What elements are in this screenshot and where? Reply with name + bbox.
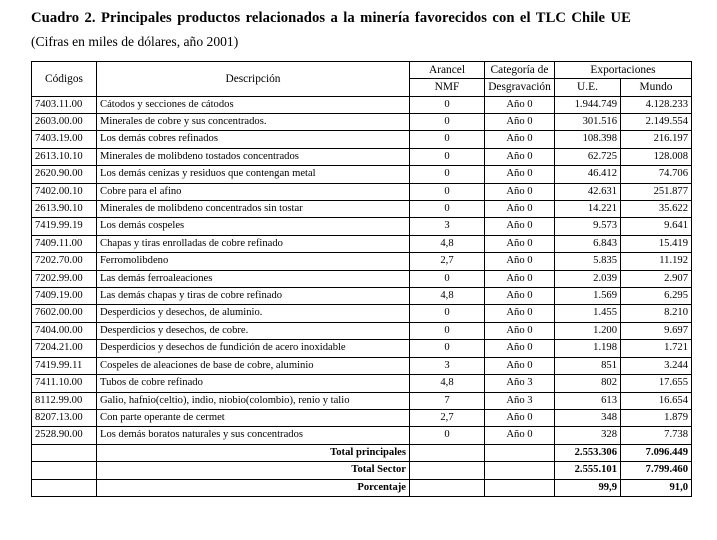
cell-categoria: Año 0 — [485, 114, 555, 131]
cell-arancel: 0 — [410, 131, 485, 148]
cell-categoria: Año 0 — [485, 288, 555, 305]
cell-arancel: 0 — [410, 166, 485, 183]
cell-codigo: 7602.00.00 — [32, 305, 97, 322]
table-row — [32, 148, 692, 165]
cell-descripcion: Los demás boratos naturales y sus concentrados — [97, 427, 410, 444]
cell-ue: 46.412 — [555, 166, 621, 183]
cell-descripcion: Cospeles de aleaciones de base de cobre, aluminio — [97, 357, 410, 374]
cell-ue: 1.198 — [555, 340, 621, 357]
cell-categoria: Año 0 — [485, 253, 555, 270]
column-header-categoria-line2: Desgravación — [485, 79, 555, 96]
cell-categoria: Año 0 — [485, 201, 555, 218]
cell-descripcion: Cobre para el afino — [97, 183, 410, 200]
cell-mundo: 2.907 — [621, 270, 692, 287]
cell-arancel: 2,7 — [410, 409, 485, 426]
cell-descripcion: Tubos de cobre refinado — [97, 375, 410, 392]
cell-ue: 6.843 — [555, 235, 621, 252]
cell-codigo: 7204.21.00 — [32, 340, 97, 357]
cell-categoria: Año 0 — [485, 340, 555, 357]
cell-descripcion: Ferromolibdeno — [97, 253, 410, 270]
cell-arancel: 2,7 — [410, 253, 485, 270]
cell-categoria: Año 0 — [485, 166, 555, 183]
cell-arancel: 4,8 — [410, 375, 485, 392]
summary-mundo: 91,0 — [621, 479, 692, 496]
cell-arancel: 0 — [410, 148, 485, 165]
cell-ue: 9.573 — [555, 218, 621, 235]
column-header-codigos: Códigos — [32, 61, 97, 96]
summary-row — [32, 479, 692, 496]
table-body — [32, 96, 692, 496]
cell-ue: 1.200 — [555, 322, 621, 339]
cell-descripcion: Desperdicios y desechos de fundición de acero inoxidable — [97, 340, 410, 357]
cell-categoria: Año 0 — [485, 235, 555, 252]
cell-descripcion: Minerales de cobre y sus concentrados. — [97, 114, 410, 131]
summary-codigo-spacer — [32, 479, 97, 496]
cell-ue: 14.221 — [555, 201, 621, 218]
table-row — [32, 253, 692, 270]
summary-codigo-spacer — [32, 462, 97, 479]
table-row — [32, 340, 692, 357]
table-row — [32, 409, 692, 426]
summary-ue: 99,9 — [555, 479, 621, 496]
cell-descripcion: Desperdicios y desechos, de cobre. — [97, 322, 410, 339]
column-header-mundo: Mundo — [621, 79, 692, 96]
cell-codigo: 7411.10.00 — [32, 375, 97, 392]
cell-codigo: 2613.90.10 — [32, 201, 97, 218]
cell-arancel: 0 — [410, 201, 485, 218]
cell-codigo: 2620.90.00 — [32, 166, 97, 183]
cell-ue: 62.725 — [555, 148, 621, 165]
column-header-descripcion: Descripción — [97, 61, 410, 96]
cell-descripcion: Cátodos y secciones de cátodos — [97, 96, 410, 113]
cell-mundo: 15.419 — [621, 235, 692, 252]
cell-categoria: Año 0 — [485, 183, 555, 200]
summary-categoria — [485, 444, 555, 461]
cell-arancel: 3 — [410, 218, 485, 235]
table-row — [32, 131, 692, 148]
column-header-arancel-line2: NMF — [410, 79, 485, 96]
summary-arancel — [410, 462, 485, 479]
cell-codigo: 7402.00.10 — [32, 183, 97, 200]
cell-descripcion: Las demás ferroaleaciones — [97, 270, 410, 287]
summary-mundo: 7.096.449 — [621, 444, 692, 461]
table-row — [32, 183, 692, 200]
cell-ue: 328 — [555, 427, 621, 444]
cell-descripcion: Los demás cobres refinados — [97, 131, 410, 148]
cell-arancel: 0 — [410, 183, 485, 200]
cell-arancel: 0 — [410, 305, 485, 322]
cell-arancel: 7 — [410, 392, 485, 409]
cell-codigo: 7409.19.00 — [32, 288, 97, 305]
cell-codigo: 7202.70.00 — [32, 253, 97, 270]
cell-mundo: 1.879 — [621, 409, 692, 426]
cell-arancel: 3 — [410, 357, 485, 374]
cell-codigo: 2613.10.10 — [32, 148, 97, 165]
summary-arancel — [410, 479, 485, 496]
summary-categoria — [485, 462, 555, 479]
title-block — [31, 8, 691, 51]
table-row — [32, 427, 692, 444]
column-header-arancel-line1: Arancel — [410, 61, 485, 78]
column-header-ue: U.E. — [555, 79, 621, 96]
table-row — [32, 357, 692, 374]
cell-categoria: Año 3 — [485, 392, 555, 409]
cell-ue: 42.631 — [555, 183, 621, 200]
cell-mundo: 3.244 — [621, 357, 692, 374]
cell-codigo: 7202.99.00 — [32, 270, 97, 287]
cell-arancel: 0 — [410, 340, 485, 357]
cell-mundo: 4.128.233 — [621, 96, 692, 113]
cell-mundo: 8.210 — [621, 305, 692, 322]
table-row — [32, 305, 692, 322]
table-row — [32, 288, 692, 305]
cell-arancel: 0 — [410, 322, 485, 339]
summary-codigo-spacer — [32, 444, 97, 461]
cell-categoria: Año 0 — [485, 131, 555, 148]
products-table — [31, 61, 692, 497]
cell-mundo: 2.149.554 — [621, 114, 692, 131]
cell-ue: 5.835 — [555, 253, 621, 270]
cell-codigo: 2528.90.00 — [32, 427, 97, 444]
cell-ue: 348 — [555, 409, 621, 426]
cell-codigo: 7419.99.11 — [32, 357, 97, 374]
cell-mundo: 35.622 — [621, 201, 692, 218]
cell-ue: 108.398 — [555, 131, 621, 148]
table-row — [32, 201, 692, 218]
summary-ue: 2.555.101 — [555, 462, 621, 479]
cell-descripcion: Minerales de molibdeno tostados concentrados — [97, 148, 410, 165]
cell-ue: 851 — [555, 357, 621, 374]
summary-label: Total Sector — [97, 462, 410, 479]
cell-descripcion: Minerales de molibdeno concentrados sin tostar — [97, 201, 410, 218]
cell-mundo: 216.197 — [621, 131, 692, 148]
cell-ue: 802 — [555, 375, 621, 392]
table-row — [32, 270, 692, 287]
cell-codigo: 7403.19.00 — [32, 131, 97, 148]
cell-descripcion: Los demás cenizas y residuos que contengan metal — [97, 166, 410, 183]
cell-categoria: Año 0 — [485, 218, 555, 235]
cell-ue: 1.455 — [555, 305, 621, 322]
cell-ue: 1.944.749 — [555, 96, 621, 113]
cell-codigo: 8207.13.00 — [32, 409, 97, 426]
cell-categoria: Año 0 — [485, 409, 555, 426]
table-row — [32, 375, 692, 392]
summary-row — [32, 444, 692, 461]
cell-categoria: Año 0 — [485, 322, 555, 339]
cell-codigo: 2603.00.00 — [32, 114, 97, 131]
cell-categoria: Año 0 — [485, 357, 555, 374]
page-title: Cuadro 2. Principales productos relacionados a la minería favorecidos con el TLC Chile UE — [31, 10, 631, 26]
page-subtitle: (Cifras en miles de dólares, año 2001) — [31, 34, 239, 50]
cell-codigo: 7409.11.00 — [32, 235, 97, 252]
cell-arancel: 4,8 — [410, 235, 485, 252]
summary-label: Porcentaje — [97, 479, 410, 496]
summary-row — [32, 462, 692, 479]
cell-mundo: 251.877 — [621, 183, 692, 200]
column-header-exportaciones: Exportaciones — [555, 61, 692, 78]
table-row — [32, 114, 692, 131]
summary-arancel — [410, 444, 485, 461]
cell-mundo: 9.641 — [621, 218, 692, 235]
cell-mundo: 1.721 — [621, 340, 692, 357]
cell-ue: 1.569 — [555, 288, 621, 305]
cell-mundo: 17.655 — [621, 375, 692, 392]
cell-codigo: 8112.99.00 — [32, 392, 97, 409]
cell-mundo: 7.738 — [621, 427, 692, 444]
summary-label: Total principales — [97, 444, 410, 461]
column-header-categoria-line1: Categoría de — [485, 61, 555, 78]
cell-categoria: Año 0 — [485, 270, 555, 287]
table-row — [32, 166, 692, 183]
cell-descripcion: Con parte operante de cermet — [97, 409, 410, 426]
cell-mundo: 9.697 — [621, 322, 692, 339]
cell-descripcion: Los demás cospeles — [97, 218, 410, 235]
cell-arancel: 0 — [410, 114, 485, 131]
cell-descripcion: Chapas y tiras enrolladas de cobre refinado — [97, 235, 410, 252]
table-row — [32, 235, 692, 252]
table-row — [32, 322, 692, 339]
cell-codigo: 7403.11.00 — [32, 96, 97, 113]
cell-categoria: Año 0 — [485, 427, 555, 444]
cell-categoria: Año 0 — [485, 96, 555, 113]
cell-ue: 301.516 — [555, 114, 621, 131]
cell-mundo: 128.008 — [621, 148, 692, 165]
cell-categoria: Año 0 — [485, 305, 555, 322]
table-row — [32, 96, 692, 113]
cell-ue: 2.039 — [555, 270, 621, 287]
cell-descripcion: Las demás chapas y tiras de cobre refinado — [97, 288, 410, 305]
cell-mundo: 16.654 — [621, 392, 692, 409]
header-row-1 — [32, 61, 692, 78]
cell-categoria: Año 0 — [485, 148, 555, 165]
summary-categoria — [485, 479, 555, 496]
cell-codigo: 7419.99.19 — [32, 218, 97, 235]
cell-mundo: 6.295 — [621, 288, 692, 305]
cell-ue: 613 — [555, 392, 621, 409]
cell-descripcion: Desperdicios y desechos, de aluminio. — [97, 305, 410, 322]
cell-arancel: 4,8 — [410, 288, 485, 305]
cell-arancel: 0 — [410, 96, 485, 113]
cell-categoria: Año 3 — [485, 375, 555, 392]
cell-mundo: 74.706 — [621, 166, 692, 183]
summary-ue: 2.553.306 — [555, 444, 621, 461]
table-row — [32, 392, 692, 409]
table-row — [32, 218, 692, 235]
cell-mundo: 11.192 — [621, 253, 692, 270]
table-header — [32, 61, 692, 96]
cell-arancel: 0 — [410, 427, 485, 444]
cell-codigo: 7404.00.00 — [32, 322, 97, 339]
cell-arancel: 0 — [410, 270, 485, 287]
cell-descripcion: Galio, hafnio(celtio), indio, niobio(colombio), renio y talio — [97, 392, 410, 409]
summary-mundo: 7.799.460 — [621, 462, 692, 479]
